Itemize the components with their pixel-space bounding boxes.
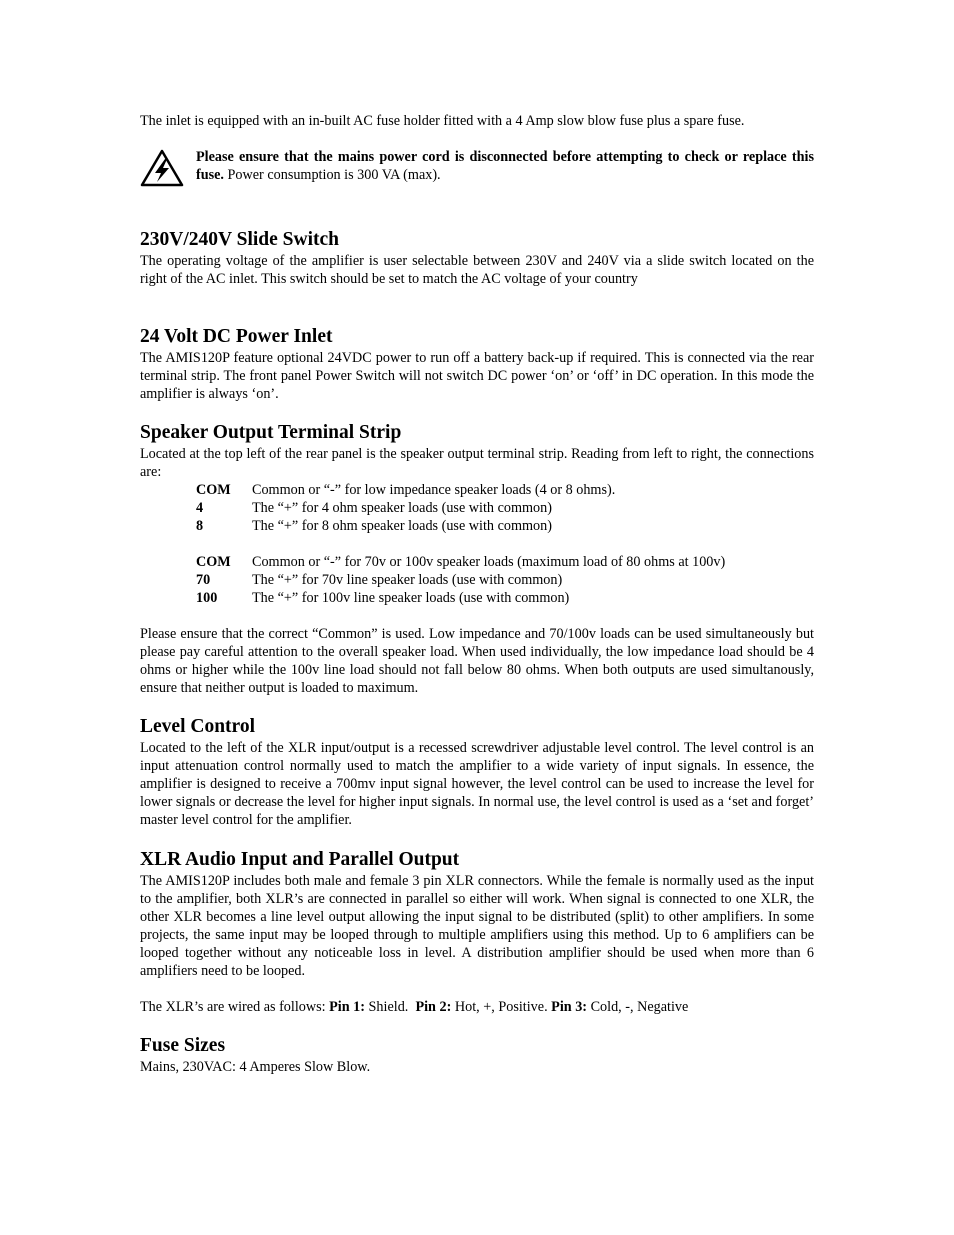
xlr-wiring-line <box>140 998 814 1016</box>
warning-paragraph <box>196 148 814 184</box>
connection-description: The “+” for 70v line speaker loads (use with common) <box>252 572 563 588</box>
slide-switch-heading: 230V/240V Slide Switch <box>140 229 339 250</box>
connection-description: The “+” for 100v line speaker loads (use with common) <box>252 590 570 606</box>
speaker-load-note: Please ensure that the correct “Common” is used. Low impedance and 70/100v loads can be used simultaneously but please pay careful attention to the overall speaker load. When used individually, the low impedance load should be 4 ohms or higher while the 100v line load should not fall below 80 ohms. When both outputs are used simultanously, ensure that neither output is loaded to maximum. <box>140 626 814 696</box>
dc-inlet-heading: 24 Volt DC Power Inlet <box>140 326 333 347</box>
line-voltage-connection-list <box>196 553 814 607</box>
pin2-label: Pin 2: <box>415 999 452 1015</box>
connection-row <box>196 589 814 607</box>
pin1-text: Shield. <box>365 999 416 1015</box>
connection-row <box>196 571 814 589</box>
connection-code: COM <box>196 482 231 498</box>
connection-code: 4 <box>196 500 204 516</box>
connection-description: Common or “-” for 70v or 100v speaker loads (maximum load of 80 ohms at 100v) <box>252 554 726 570</box>
speaker-terminal-body: Located at the top left of the rear panel is the speaker output terminal strip. Reading from left to right, the connections are: <box>140 446 814 480</box>
connection-description: Common or “-” for low impedance speaker loads (4 or 8 ohms). <box>252 482 616 498</box>
pin2-text: Hot, +, Positive. <box>451 999 552 1015</box>
connection-row <box>196 553 814 571</box>
connection-code: COM <box>196 554 231 570</box>
wiring-prefix: The XLR’s are wired as follows: <box>140 999 330 1015</box>
warning-bold-text: Please ensure that the mains power cord is disconnected before attempting to check or replace this fuse. <box>196 149 814 183</box>
intro-paragraph: The inlet is equipped with an in-built AC fuse holder fitted with a 4 Amp slow blow fuse plus a spare fuse. <box>140 113 745 129</box>
dc-inlet-body: The AMIS120P feature optional 24VDC power to run off a battery back-up if required. This is connected via the rear terminal strip. The front panel Power Switch will not switch DC power ‘on’ or ‘off’ in DC operation. In this mode the amplifier is always ‘on’. <box>140 350 814 402</box>
connection-description: The “+” for 8 ohm speaker loads (use with common) <box>252 518 552 534</box>
speaker-terminal-heading: Speaker Output Terminal Strip <box>140 422 402 443</box>
connection-code: 100 <box>196 590 218 606</box>
xlr-body: The AMIS120P includes both male and female 3 pin XLR connectors. While the female is normally used as the input to the amplifier, both XLR’s are connected in parallel so either will work. When signal is connected to one XLR, the other XLR becomes a line level output allowing the input signal to be distributed (split) to other amplifiers. In some projects, the same input may be looped through to multiple amplifiers using this method. Up to 6 amplifiers can be looped together without any noticeable loss in level. A distribution amplifier should be used when more than 6 amplifiers need to be looped. <box>140 873 814 979</box>
low-impedance-connection-list <box>196 481 814 535</box>
level-control-heading: Level Control <box>140 716 256 737</box>
connection-row <box>196 481 814 499</box>
slide-switch-body: The operating voltage of the amplifier is user selectable between 230V and 240V via a slide switch located on the right of the AC inlet. This switch should be set to match the AC voltage of your country <box>140 253 814 287</box>
connection-row <box>196 517 814 535</box>
warning-normal-text: Power consumption is 300 VA (max). <box>223 167 441 183</box>
connection-description: The “+” for 4 ohm speaker loads (use with common) <box>252 500 552 516</box>
electrical-hazard-warning-icon <box>140 149 184 187</box>
fuse-sizes-body: Mains, 230VAC: 4 Amperes Slow Blow. <box>140 1059 371 1075</box>
connection-code: 70 <box>196 572 211 588</box>
level-control-body: Located to the left of the XLR input/output is a recessed screwdriver adjustable level control. The level control is an input attenuation control normally used to match the amplifier to a wide variety of input signals. In essence, the amplifier is designed to receive a 700mv input signal however, the level control can be used to increase the level for lower signals or decrease the level for higher input signals. In normal use, the level control is used as a ‘set and forget’ master level control for the amplifier. <box>140 740 814 828</box>
connection-code: 8 <box>196 518 204 534</box>
pin3-text: Cold, -, Negative <box>587 999 689 1015</box>
connection-row <box>196 499 814 517</box>
fuse-sizes-heading: Fuse Sizes <box>140 1035 226 1056</box>
pin3-label: Pin 3: <box>551 999 588 1015</box>
xlr-heading: XLR Audio Input and Parallel Output <box>140 849 460 870</box>
pin1-label: Pin 1: <box>329 999 365 1015</box>
